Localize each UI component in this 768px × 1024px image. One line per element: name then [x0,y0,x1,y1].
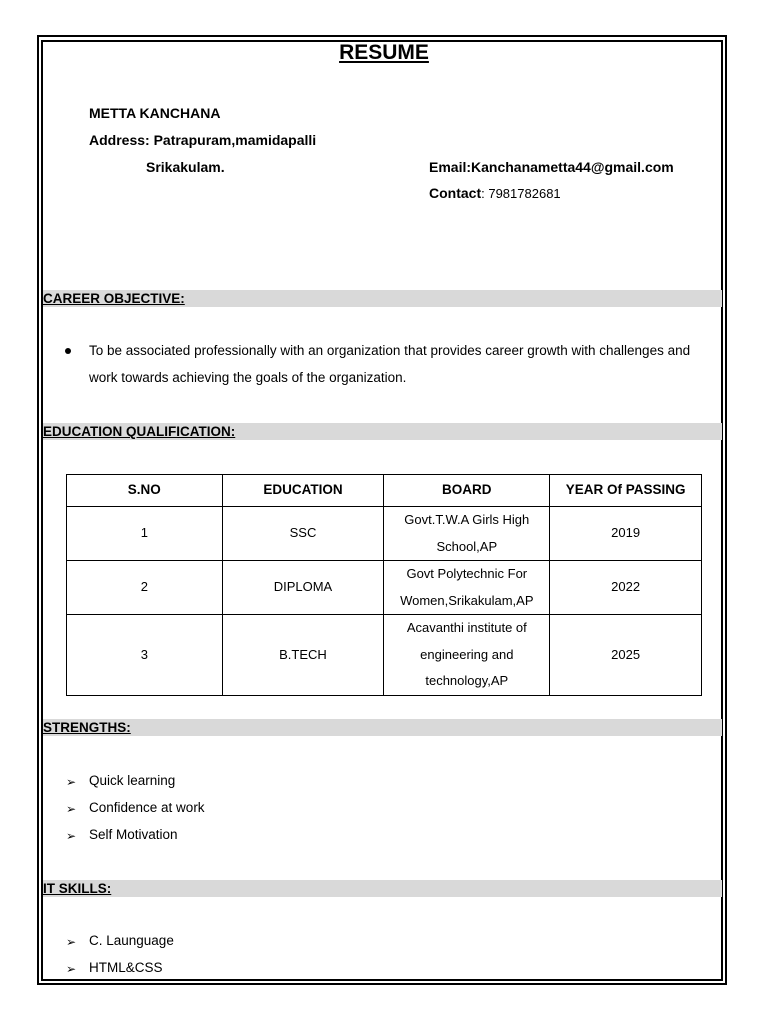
it-skills-bar [43,880,722,897]
col-header-education: EDUCATION [222,475,384,507]
cell-board [384,507,550,561]
cell-year: 2019 [550,507,702,561]
contact [429,185,561,203]
cell-education: DIPLOMA [222,561,384,615]
board-line: Women,Srikakulam,AP [400,592,534,608]
board-line: Govt.T.W.A Girls High [404,512,530,527]
education-table [66,474,702,696]
col-header-sno: S.NO [67,475,223,507]
col-header-year: YEAR Of PASSING [550,475,702,507]
it-skills-heading: IT SKILLS: [43,881,112,896]
skill-item: HTML&CSS [89,960,163,975]
cell-sno: 1 [67,507,223,561]
contact-value: : 7981782681 [481,186,561,201]
arrow-bullet-icon: ➢ [66,829,77,843]
career-objective-bar [43,290,722,307]
cell-board [384,561,550,615]
education-bar [43,423,722,440]
skill-item: C. Launguage [89,933,174,948]
table-row [67,615,702,696]
arrow-bullet-icon: ➢ [66,962,77,976]
cell-sno: 2 [67,561,223,615]
objective-line-1: To be associated professionally with an organization that provides career growth with challenges and [89,343,691,358]
cell-year: 2022 [550,561,702,615]
candidate-name: METTA KANCHANA [89,105,221,121]
board-line: Govt Polytechnic For [406,566,528,581]
cell-year: 2025 [550,615,702,696]
arrow-bullet-icon: ➢ [66,935,77,949]
objective-line-2: work towards achieving the goals of the organization. [89,370,407,385]
career-objective-heading: CAREER OBJECTIVE: [43,291,185,306]
col-header-board: BOARD [384,475,550,507]
strength-item: Confidence at work [89,800,205,815]
strength-item: Self Motivation [89,827,178,842]
address-line-1: Address: Patrapuram,mamidapalli [89,132,317,148]
board-line: Acavanthi institute of [406,620,527,635]
cell-education: SSC [222,507,384,561]
email: Email:Kanchanametta44@gmail.com [429,159,674,175]
table-row [67,507,702,561]
board-line: School,AP [436,538,498,554]
bullet-dot-icon [65,348,71,354]
arrow-bullet-icon: ➢ [66,775,77,789]
strength-item: Quick learning [89,773,176,788]
board-line: engineering and [420,646,514,662]
address-line-2: Srikakulam. [146,159,225,175]
table-row [67,561,702,615]
strengths-bar [43,719,722,736]
contact-label: Contact [429,185,482,201]
board-line: technology,AP [425,673,509,688]
cell-board [384,615,550,696]
arrow-bullet-icon: ➢ [66,802,77,816]
education-heading: EDUCATION QUALIFICATION: [43,424,236,439]
strengths-heading: STRENGTHS: [43,720,131,735]
table-header-row [67,475,702,507]
cell-education: B.TECH [222,615,384,696]
resume-title: RESUME [339,41,429,64]
cell-sno: 3 [67,615,223,696]
